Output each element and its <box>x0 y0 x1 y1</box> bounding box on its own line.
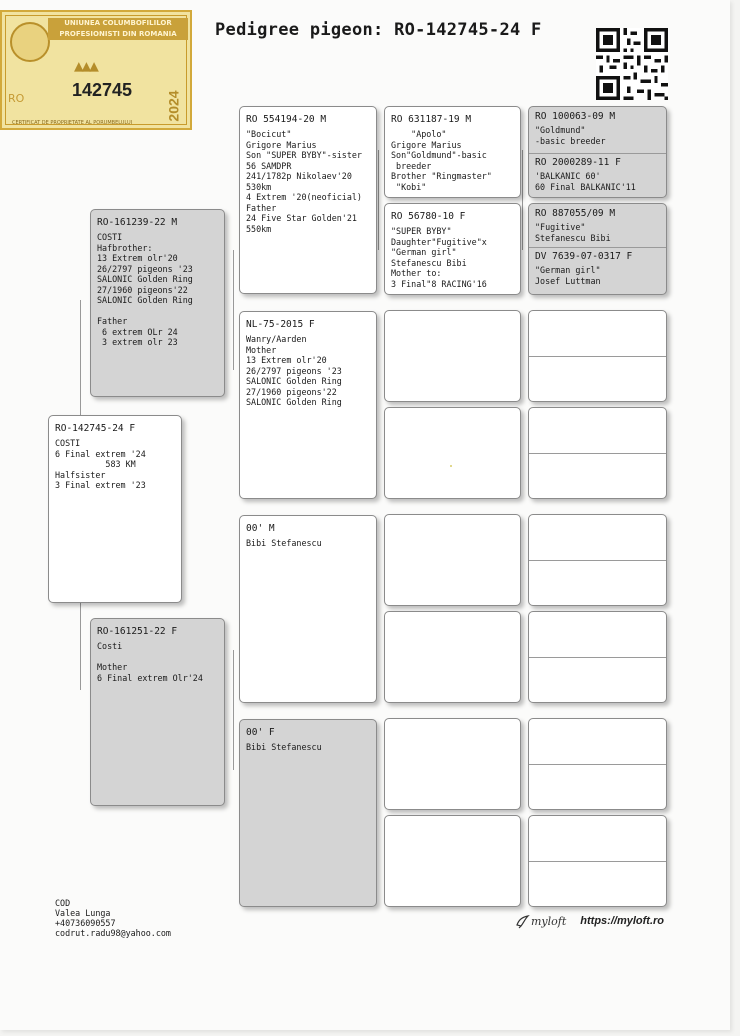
subject-ring: RO-142745-24 F <box>55 423 136 434</box>
union-logo-icon <box>10 22 50 62</box>
gen5-dam-entry <box>529 153 666 192</box>
maternal-granddam-ring: 00' F <box>246 727 275 738</box>
father-notes: COSTI Hafbrother: 13 Extrem olr'20 26/2797 pigeons '23 SALONIC Golden Ring 27/1960 pigeons'22 SALONIC Golden Ring Father 6 extrem OLr 24 3 extrem olr 23 <box>97 232 193 347</box>
pigeon-logo-icon <box>515 913 531 929</box>
great-grandparent-card[interactable] <box>384 718 521 810</box>
pigeon-silhouettes-icon: ▲▲▲ <box>74 56 97 75</box>
great-grandsire-ff-card[interactable] <box>384 106 521 198</box>
gen5-dam-notes: "German girl" Josef Luttman <box>535 265 601 286</box>
great-grandparent-card[interactable] <box>384 611 521 703</box>
paternal-granddam-ring: NL-75-2015 F <box>246 319 315 330</box>
brand-name: myloft <box>531 914 567 928</box>
page-title: Pedigree pigeon: RO-142745-24 F <box>215 20 542 40</box>
certificate-footer: CERTIFICAT DE PROPRIETATE AL PORUMBELULUI <box>12 120 133 126</box>
gen5-sire-notes: "Fugitive" Stefanescu Bibi <box>535 222 611 243</box>
connector-line <box>233 650 234 770</box>
gen5-pair-card[interactable] <box>528 310 667 402</box>
gen5-pair-card[interactable] <box>528 611 667 703</box>
mother-ring: RO-161251-22 F <box>97 626 178 637</box>
subject-pigeon-card[interactable] <box>48 415 182 603</box>
mother-card[interactable] <box>90 618 225 806</box>
great-grandparent-card[interactable] <box>384 815 521 907</box>
paternal-granddam-card[interactable] <box>239 311 377 499</box>
gen5-dam-ring: DV 7639-07-0317 F <box>535 251 633 262</box>
certificate-year: 2024 <box>165 90 182 122</box>
gen5-pair-card[interactable] <box>528 407 667 499</box>
certificate-header: UNIUNEA COLUMBOFILILOR PROFESIONISTI DIN ROMANIA <box>48 18 188 40</box>
gen5-dam-ring: RO 2000289-11 F <box>535 157 621 168</box>
mother-notes: Costi Mother 6 Final extrem Olr'24 <box>97 641 203 683</box>
great-grandparent-card[interactable] <box>384 514 521 606</box>
maternal-granddam-card[interactable] <box>239 719 377 907</box>
pair-divider <box>529 861 666 862</box>
pair-divider <box>529 764 666 765</box>
great-grandparent-card[interactable] <box>384 407 521 499</box>
gen5-sire-ring: RO 100063-09 M <box>535 111 616 122</box>
gen5-pair-card[interactable] <box>528 106 667 198</box>
gen5-pair-card[interactable] <box>528 815 667 907</box>
great-granddam-ff-ring: RO 56780-10 F <box>391 211 466 222</box>
gen5-pair-card[interactable] <box>528 203 667 295</box>
gen5-dam-entry <box>529 247 666 286</box>
pair-divider <box>529 356 666 357</box>
certificate-ring-number: 142745 <box>72 80 133 100</box>
connector-line <box>522 150 523 250</box>
great-grandparent-card[interactable] <box>384 310 521 402</box>
certificate-country: RO <box>8 92 25 105</box>
great-grandsire-ff-ring: RO 631187-19 M <box>391 114 472 125</box>
great-granddam-ff-notes: "SUPER BYBY" Daughter"Fugitive"x "German girl" Stefanescu Bibi Mother to: 3 Final"8 RACING'16 <box>391 226 487 289</box>
paternal-grandsire-notes: "Bocicut" Grigore Marius Son "SUPER BYBY"-sister 56 SAMDPR 241/1782p Nikolaev'20 530km 4 Extrem '20(neoficial) Father 24 Five Star Golden'21 550km <box>246 129 362 234</box>
qr-code-icon <box>596 28 668 100</box>
owner-contact: COD Valea Lunga +40736090557 codrut.radu98@yahoo.com <box>55 898 171 938</box>
paternal-grandsire-ring: RO 554194-20 M <box>246 114 327 125</box>
gen5-sire-ring: RO 887055/09 M <box>535 208 616 219</box>
great-granddam-ff-card[interactable] <box>384 203 521 295</box>
pair-divider <box>529 560 666 561</box>
connector-line <box>378 150 379 250</box>
maternal-grandsire-notes: Bibi Stefanescu <box>246 538 322 548</box>
father-ring: RO-161239-22 M <box>97 217 178 228</box>
maternal-grandsire-card[interactable] <box>239 515 377 703</box>
pair-divider <box>529 453 666 454</box>
website-link[interactable]: https://myloft.ro <box>580 915 664 927</box>
maternal-grandsire-ring: 00' M <box>246 523 275 534</box>
gen5-sire-notes: "Goldmund" -basic breeder <box>535 125 606 146</box>
gen5-pair-card[interactable] <box>528 718 667 810</box>
maternal-granddam-notes: Bibi Stefanescu <box>246 742 322 752</box>
subject-notes: COSTI 6 Final extrem '24 583 KM Halfsister 3 Final extrem '23 <box>55 438 146 490</box>
paternal-granddam-notes: Wanry/Aarden Mother 13 Extrem olr'20 26/2797 pigeons '23 SALONIC Golden Ring 27/1960 pigeons'22 SALONIC Golden Ring <box>246 334 342 407</box>
gen5-pair-card[interactable] <box>528 514 667 606</box>
connector-line <box>233 250 234 370</box>
pair-divider <box>529 657 666 658</box>
gen5-dam-notes: 'BALKANIC 60' 60 Final BALKANIC'11 <box>535 171 636 192</box>
ownership-certificate-sticker <box>0 10 192 130</box>
great-grandsire-ff-notes: "Apolo" Grigore Marius Son"Goldmund"-basic breeder Brother "Ringmaster" "Kobi" <box>391 129 492 192</box>
father-card[interactable] <box>90 209 225 397</box>
ink-speck <box>450 465 452 467</box>
paternal-grandsire-card[interactable] <box>239 106 377 294</box>
brand-footer <box>515 913 664 929</box>
gen5-sire-entry <box>529 204 666 243</box>
gen5-sire-entry <box>529 107 666 146</box>
